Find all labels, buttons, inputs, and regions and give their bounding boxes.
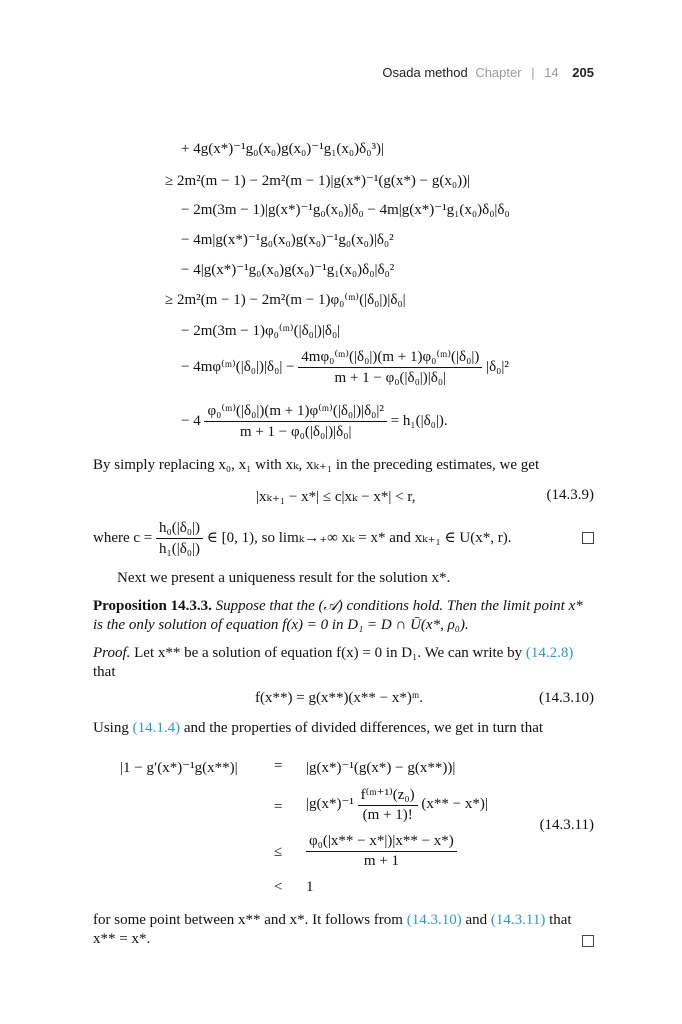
equation-rhs [306, 785, 488, 824]
equation-lhs: |1 − g′(x*)⁻¹g(x**)| [120, 760, 238, 776]
fraction [358, 785, 418, 824]
proposition [93, 597, 595, 635]
paragraph-text: Using [93, 720, 129, 736]
fraction-numerator: h₀(|δ₀|) [156, 519, 203, 539]
proof-label: Proof. [93, 645, 131, 661]
paragraph-text: and the properties of divided differences, we get in turn that [183, 720, 544, 736]
equation-reference-link[interactable]: (14.2.8) [525, 645, 574, 661]
paragraph: By simply replacing x₀, x₁ with xₖ, xₖ₊₁ in the preceding estimates, we get [93, 457, 540, 473]
equation-rhs: 1 [306, 879, 314, 895]
qed-box [582, 935, 594, 947]
fraction-numerator: φ₀(|x** − x*|)|x** − x*) [306, 833, 457, 852]
header-separator: | [531, 65, 535, 80]
running-header [382, 65, 594, 80]
fraction-denominator: h₁(|δ₀|) [159, 541, 201, 557]
derivation-line: ≥ 2m²(m − 1) − 2m²(m − 1)φ₀⁽ᵐ⁾(|δ₀|)|δ₀| [165, 292, 406, 308]
paragraph [93, 719, 595, 738]
equation-reference-link[interactable]: (14.3.10) [406, 912, 462, 928]
equation-number: (14.3.9) [546, 487, 594, 503]
equation-relation: ≤ [274, 844, 283, 860]
fraction-lead: − 4mφ⁽ᵐ⁾(|δ₀|)|δ₀| − [181, 358, 295, 375]
chapter-number: 14 [544, 65, 559, 80]
fraction [298, 348, 482, 387]
paragraph-text: that [549, 912, 572, 928]
proof-text: Let x** be a solution of equation f(x) = 0 in D₁. We can write by [134, 645, 523, 661]
equation-relation: < [274, 879, 283, 895]
derivation-line: − 4|g(x*)⁻¹g₀(x₀)g(x₀)⁻¹g₁(x₀)δ₀|δ₀² [181, 262, 395, 278]
derivation-line: + 4g(x*)⁻¹g₀(x₀)g(x₀)⁻¹g₁(x₀)δ₀³)| [181, 141, 384, 157]
fraction [306, 833, 457, 870]
where-lead: where c = [93, 529, 153, 546]
fraction-denominator: m + 1 − φ₀(|δ₀|)|δ₀| [334, 370, 447, 386]
where-line [93, 519, 511, 558]
equation-reference-link[interactable]: (14.1.4) [132, 720, 181, 736]
fraction-line [181, 402, 448, 441]
derivation-line: − 4m|g(x*)⁻¹g₀(x₀)g(x₀)⁻¹g₀(x₀)|δ₀² [181, 232, 394, 248]
fraction-denominator: (m + 1)! [362, 807, 413, 823]
proof-text: that [93, 664, 116, 680]
qed-box [582, 532, 594, 544]
equation-number: (14.3.11) [539, 817, 594, 833]
fraction-numerator: 4mφ₀⁽ᵐ⁾(|δ₀|)(m + 1)φ₀⁽ᵐ⁾(|δ₀|) [298, 348, 482, 368]
page-number: 205 [572, 65, 594, 80]
equation-relation: = [274, 799, 283, 815]
equation-body: f(x**) = g(x**)(x** − x*)ᵐ. [255, 690, 423, 706]
equation-body: |xₖ₊₁ − x*| ≤ c|xₖ − x*| < r, [256, 489, 416, 505]
fraction-denominator: m + 1 − φ₀(|δ₀|)|δ₀| [239, 424, 352, 440]
fraction-numerator: f⁽ᵐ⁺¹⁾(z₀) [358, 785, 418, 806]
fraction-tail: = h₁(|δ₀|). [390, 412, 448, 429]
equation-rhs: |g(x*)⁻¹(g(x*) − g(x**))| [306, 760, 456, 776]
derivation-line: − 2m(3m − 1)|g(x*)⁻¹g₀(x₀)|δ₀ − 4m|g(x*)⁻¹g₁(x₀)δ₀|δ₀ [181, 202, 510, 218]
proposition-label: Proposition 14.3.3. [93, 598, 212, 614]
where-tail: ∈ [0, 1), so limₖ→₊∞ xₖ = x* and xₖ₊₁ ∈ U(x*, r). [206, 529, 512, 546]
paragraph [93, 911, 595, 949]
derivation-line: ≥ 2m²(m − 1) − 2m²(m − 1)|g(x*)⁻¹(g(x*) − g(x₀))| [165, 173, 471, 189]
fraction [204, 402, 386, 441]
derivation-line: − 2m(3m − 1)φ₀⁽ᵐ⁾(|δ₀|)|δ₀| [181, 323, 341, 339]
equation-rhs [306, 833, 457, 870]
section-title: Osada method [382, 65, 468, 80]
proof-paragraph [93, 644, 595, 682]
fraction-numerator: φ₀⁽ᵐ⁾(|δ₀|)(m + 1)φ⁽ᵐ⁾(|δ₀|)|δ₀|² [204, 402, 386, 422]
chapter-label: Chapter [475, 65, 522, 80]
fraction-denominator: m + 1 [363, 853, 399, 869]
paragraph: Next we present a uniqueness result for the solution x*. [117, 570, 451, 586]
equation-number: (14.3.10) [539, 690, 594, 706]
fraction [156, 519, 203, 558]
equation-rhs-tail: (x** − x*)| [421, 795, 488, 812]
paragraph-text: for some point between x** and x*. It follows from [93, 912, 403, 928]
proposition-text: Suppose that the (𝒜) conditions hold. Then the limit point x* is the only solution of equation f(x) = 0 in D₁ = D ∩ Ū(x*, ρ₀). [93, 598, 583, 633]
fraction-line [181, 348, 509, 387]
fraction-lead: − 4 [181, 412, 201, 429]
equation-reference-link[interactable]: (14.3.11) [490, 912, 546, 928]
equation-relation: = [274, 758, 283, 774]
paragraph-text: x** = x*. [93, 931, 151, 947]
fraction-tail: |δ₀|² [486, 358, 509, 375]
paragraph-text: and [465, 912, 488, 928]
equation-rhs-lead: |g(x*)⁻¹ [306, 795, 354, 812]
